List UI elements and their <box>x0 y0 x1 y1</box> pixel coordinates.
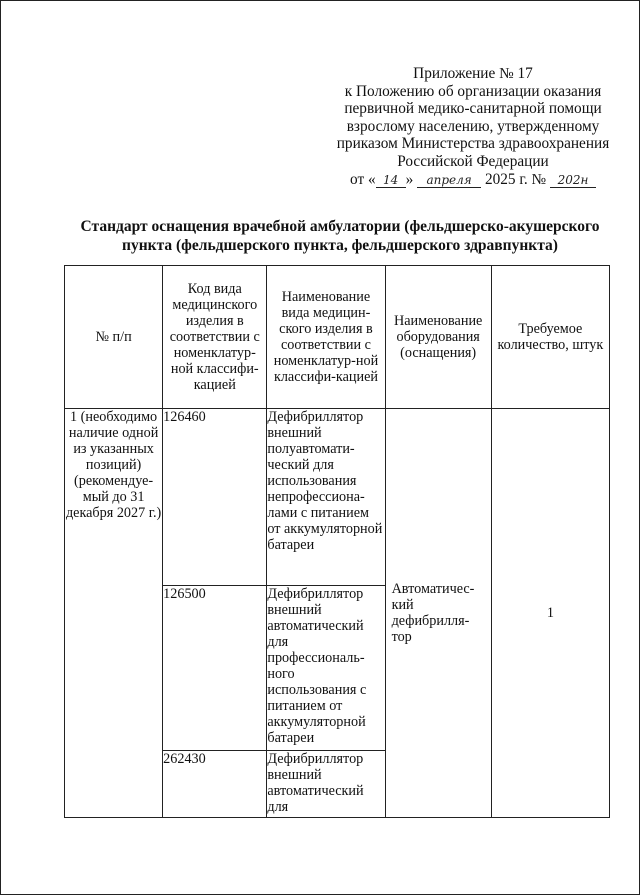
header-name: Наименование вида медицин-ского изделия в соответствии с номенклатур-ной классифи-кацией <box>267 266 385 409</box>
date-prefix: от « <box>350 170 376 188</box>
cell-equipment: Автоматичес-кий дефибрилля-тор <box>385 409 491 818</box>
cell-code: 262430 <box>163 751 267 818</box>
date-day-handwritten: 14 <box>376 173 406 188</box>
header-num: № п/п <box>65 266 163 409</box>
order-number-handwritten: 202н <box>550 173 596 188</box>
date-month-handwritten: апреля <box>417 173 481 188</box>
appendix-date-line <box>318 171 628 189</box>
appendix-block <box>318 65 628 188</box>
appendix-line: к Положению об организации оказания <box>344 82 602 100</box>
table-row <box>65 409 610 586</box>
appendix-line: Приложение № 17 <box>413 65 533 82</box>
cell-quantity: 1 <box>491 409 609 818</box>
equipment-standard-table <box>64 265 610 818</box>
date-mid: » <box>405 170 414 188</box>
date-year: 2025 г. № <box>484 170 547 188</box>
header-code: Код вида медицинского изделия в соответствии с номенклатур-ной классифи-кацией <box>163 266 267 409</box>
title-line: пункта (фельдшерского пункта, фельдшерского здравпункта) <box>122 237 558 254</box>
title-line: Стандарт оснащения врачебной амбулатории (фельдшерско-акушерского <box>80 218 600 235</box>
header-quantity: Требуемое количество, штук <box>491 266 609 409</box>
header-equipment: Наименование оборудования (оснащения) <box>385 266 491 409</box>
document-title <box>70 217 610 255</box>
table-header-row <box>65 266 610 409</box>
appendix-line: приказом Министерства здравоохранения <box>336 135 610 153</box>
cell-code: 126500 <box>163 586 267 751</box>
cell-name: Дефибриллятор внешний автоматический для профессиональ-ного использования с питанием от аккумуляторной батареи <box>267 586 385 751</box>
cell-name: Дефибриллятор внешний полуавтомати-ческий для использования непрофессиона-лами с питанием от аккумуляторной батареи <box>267 409 385 586</box>
cell-code: 126460 <box>163 409 267 586</box>
appendix-line: взрослому населению, утвержденному <box>346 117 600 135</box>
cell-number: 1 (необходимо наличие одной из указанных позиций) (рекомендуе-мый до 31 декабря 2027 г.) <box>65 409 163 818</box>
appendix-line: Российской Федерации <box>397 152 549 170</box>
appendix-line: первичной медико-санитарной помощи <box>344 100 602 118</box>
cell-name: Дефибриллятор внешний автоматический для <box>267 751 385 818</box>
